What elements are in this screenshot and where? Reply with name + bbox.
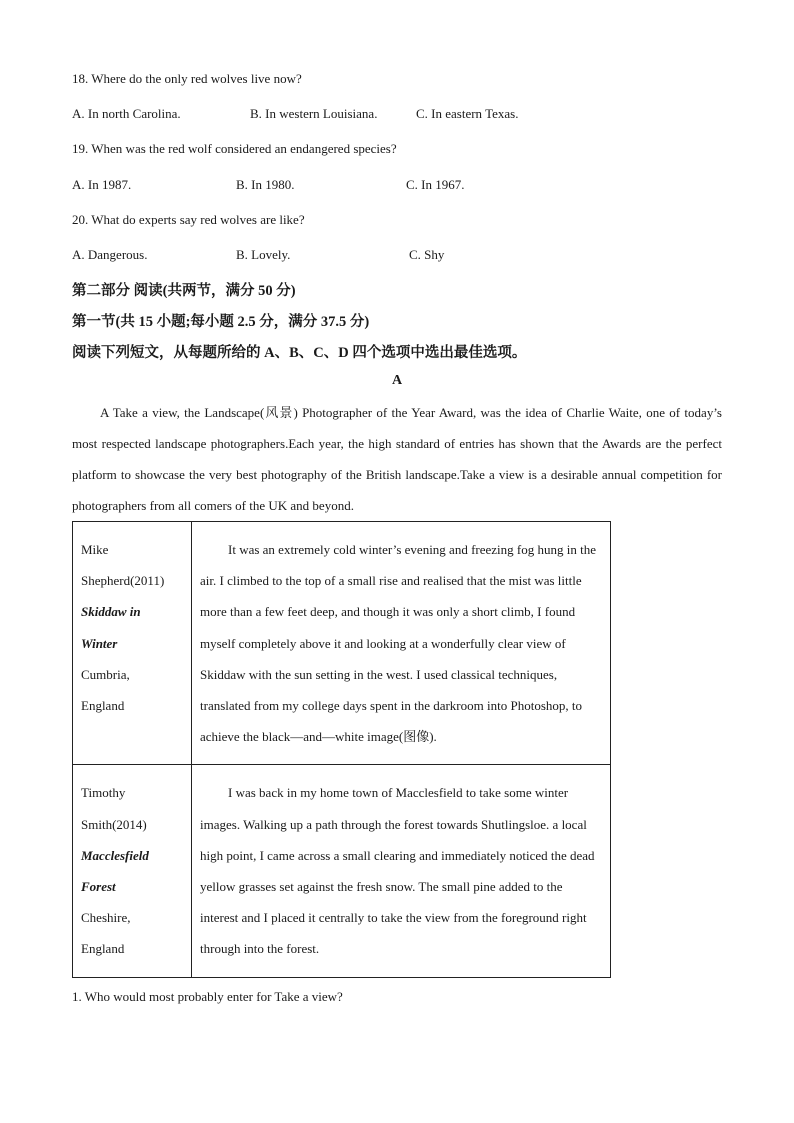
q19-option-c: C. In 1967. [406,177,465,192]
entry-2-place: Cheshire, [81,910,131,926]
q18-option-a: A. In north Carolina. [72,106,181,121]
instruction: 阅读下列短文，从每题所给的 A、B、C、D 四个选项中选出最佳选项。 [72,345,527,361]
entry-1-title-cont: Winter [81,635,118,651]
passage-letter: A [391,373,403,388]
entry-2-title-cont: Forest [81,879,116,895]
q18-option-b: B. In western Louisiana. [250,106,378,121]
entry-1-name-year: Shepherd(2011) [81,573,165,589]
entry-2-country: England [81,941,125,957]
entries-table [72,521,611,978]
question-18: 18. Where do the only red wolves live now? [72,71,302,86]
question-19: 19. When was the red wolf considered an endangered species? [72,141,397,156]
q19-option-a: A. In 1987. [72,177,132,192]
question-20: 20. What do experts say red wolves are like? [72,212,305,227]
passage-intro-text: A Take a view, the Landscape(风景) Photographer of the Year Award, was the idea of Charlie Waite, one of today’s most respected landscape photographers.Each year, the high standard of entries has shown that the Awards are the perfect platform to showcase the very best photography of the British landscape.Take a view is a desirable annual competition for photographers from all comers of the UK and beyond. [72,405,722,513]
q20-option-c: C. Shy [409,247,445,262]
entry-1-description [192,522,611,765]
entry-2-info [73,765,192,977]
entry-2-title: Macclesfield [81,847,149,863]
entry-1-name: Mike [81,542,109,557]
entry-1-info [73,522,192,765]
table-row [73,765,611,977]
entry-2-description [192,765,611,977]
passage-intro [72,397,722,521]
question-1: 1. Who would most probably enter for Take a view? [72,989,343,1004]
q18-option-c: C. In eastern Texas. [416,106,519,121]
entry-2-name: Timothy [81,785,126,801]
entry-1-text: It was an extremely cold winter’s evening and freezing fog hung in the air. I climbed to the top of a small rise and realised that the mist was little more than a few feet deep, and though it was only a short climb, I found myself completely above it and looking at a wonderfully clear view of Skiddaw with the sun setting in the west. I used classical techniques, translated from my college days spent in the darkroom into Photoshop, to achieve the black—and—white image(图像). [200,542,596,745]
table-row [73,522,611,765]
q20-option-b: B. Lovely. [236,247,291,262]
entry-1-country: England [81,698,125,714]
entry-1-title: Skiddaw in [81,604,141,620]
subsection-title: 第一节(共 15 小题;每小题 2.5 分，满分 37.5 分) [72,314,370,330]
q20-option-a: A. Dangerous. [72,247,148,262]
part-title: 第二部分 阅读(共两节，满分 50 分) [72,283,296,299]
entry-1-place: Cumbria, [81,666,130,682]
entry-2-text: I was back in my home town of Macclesfield to take some winter images. Walking up a path through the forest towards Shutlingsloe. a local high point, I came across a small clearing and immediately noticed the dead yellow grasses set against the fresh snow. The small pine added to the interest and I placed it centrally to take the view from the foreground right through into the forest. [200,785,595,957]
q19-option-b: B. In 1980. [236,177,295,192]
entry-2-name-year: Smith(2014) [81,816,147,832]
